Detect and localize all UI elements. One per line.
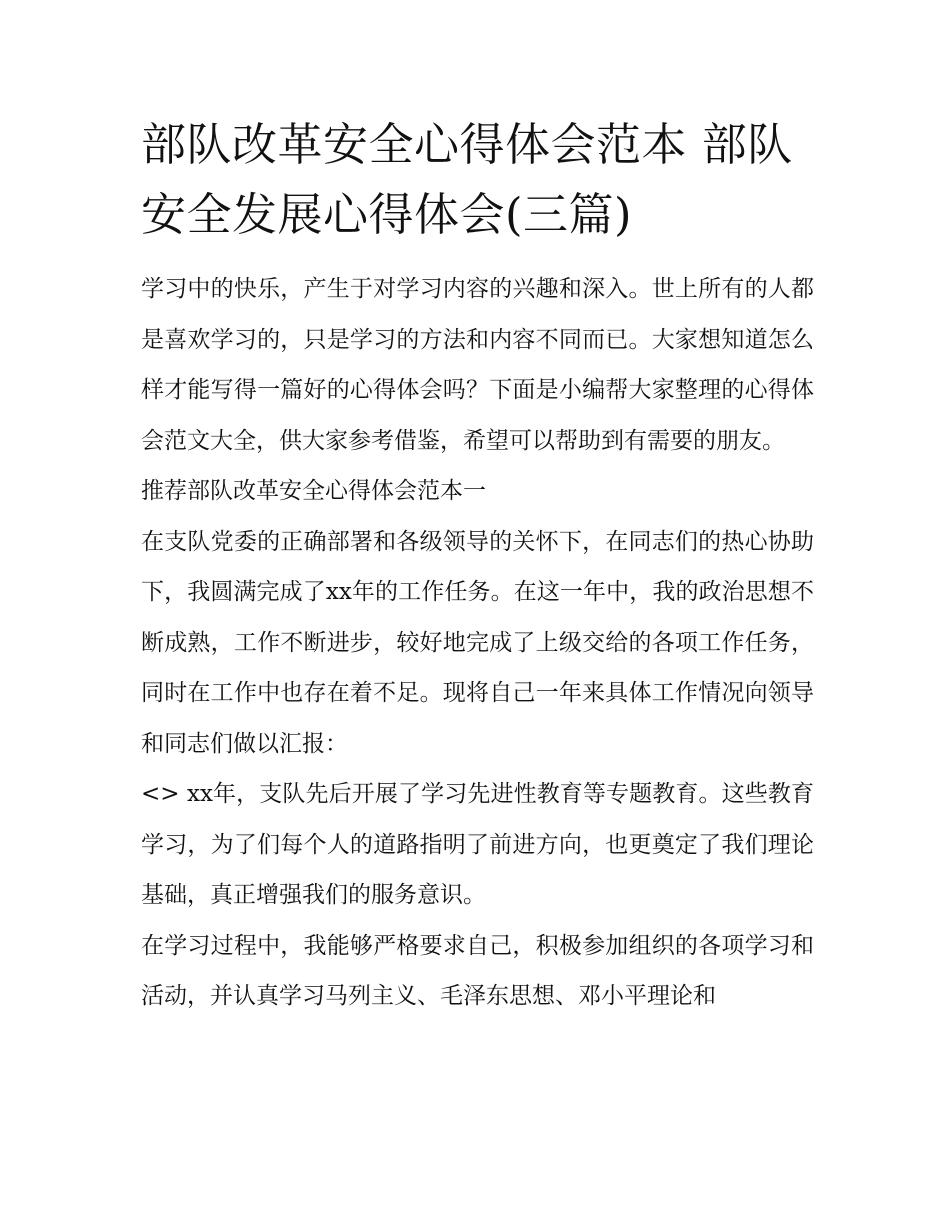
paragraph-body-1: 在支队党委的正确部署和各级领导的关怀下，在同志们的热心协助下，我圆满完成了xx年的工作任务。在这一年中，我的政治思想不断成熟，工作不断进步，较好地完成了上级交给的各项工作任务，同时在工作中也存在着不足。现将自己一年来具体工作情况向领导和同志们做以汇报： [141,528,814,757]
section-heading: 推荐部队改革安全心得体会范本一 [141,478,486,504]
paragraph-body-2: <> xx年，支队先后开展了学习先进性教育等专题教育。这些教育学习，为了们每个人的道路指明了前进方向，也更奠定了我们理论基础，真正增强我们的服务意识。 [141,781,814,908]
paragraph-body-3: 在学习过程中，我能够严格要求自己，积极参加组织的各项学习和活动，并认真学习马列主义、毛泽东思想、邓小平理论和 [141,932,814,1009]
paragraph-intro: 学习中的快乐，产生于对学习内容的兴趣和深入。世上所有的人都是喜欢学习的，只是学习的方法和内容不同而已。大家想知道怎么样才能写得一篇好的心得体会吗？下面是小编帮大家整理的心得体会范文大全，供大家参考借鉴，希望可以帮助到有需要的朋友。 [141,276,814,454]
document-title: 部队改革安全心得体会范本 部队安全发展心得体会(三篇) [141,118,793,241]
